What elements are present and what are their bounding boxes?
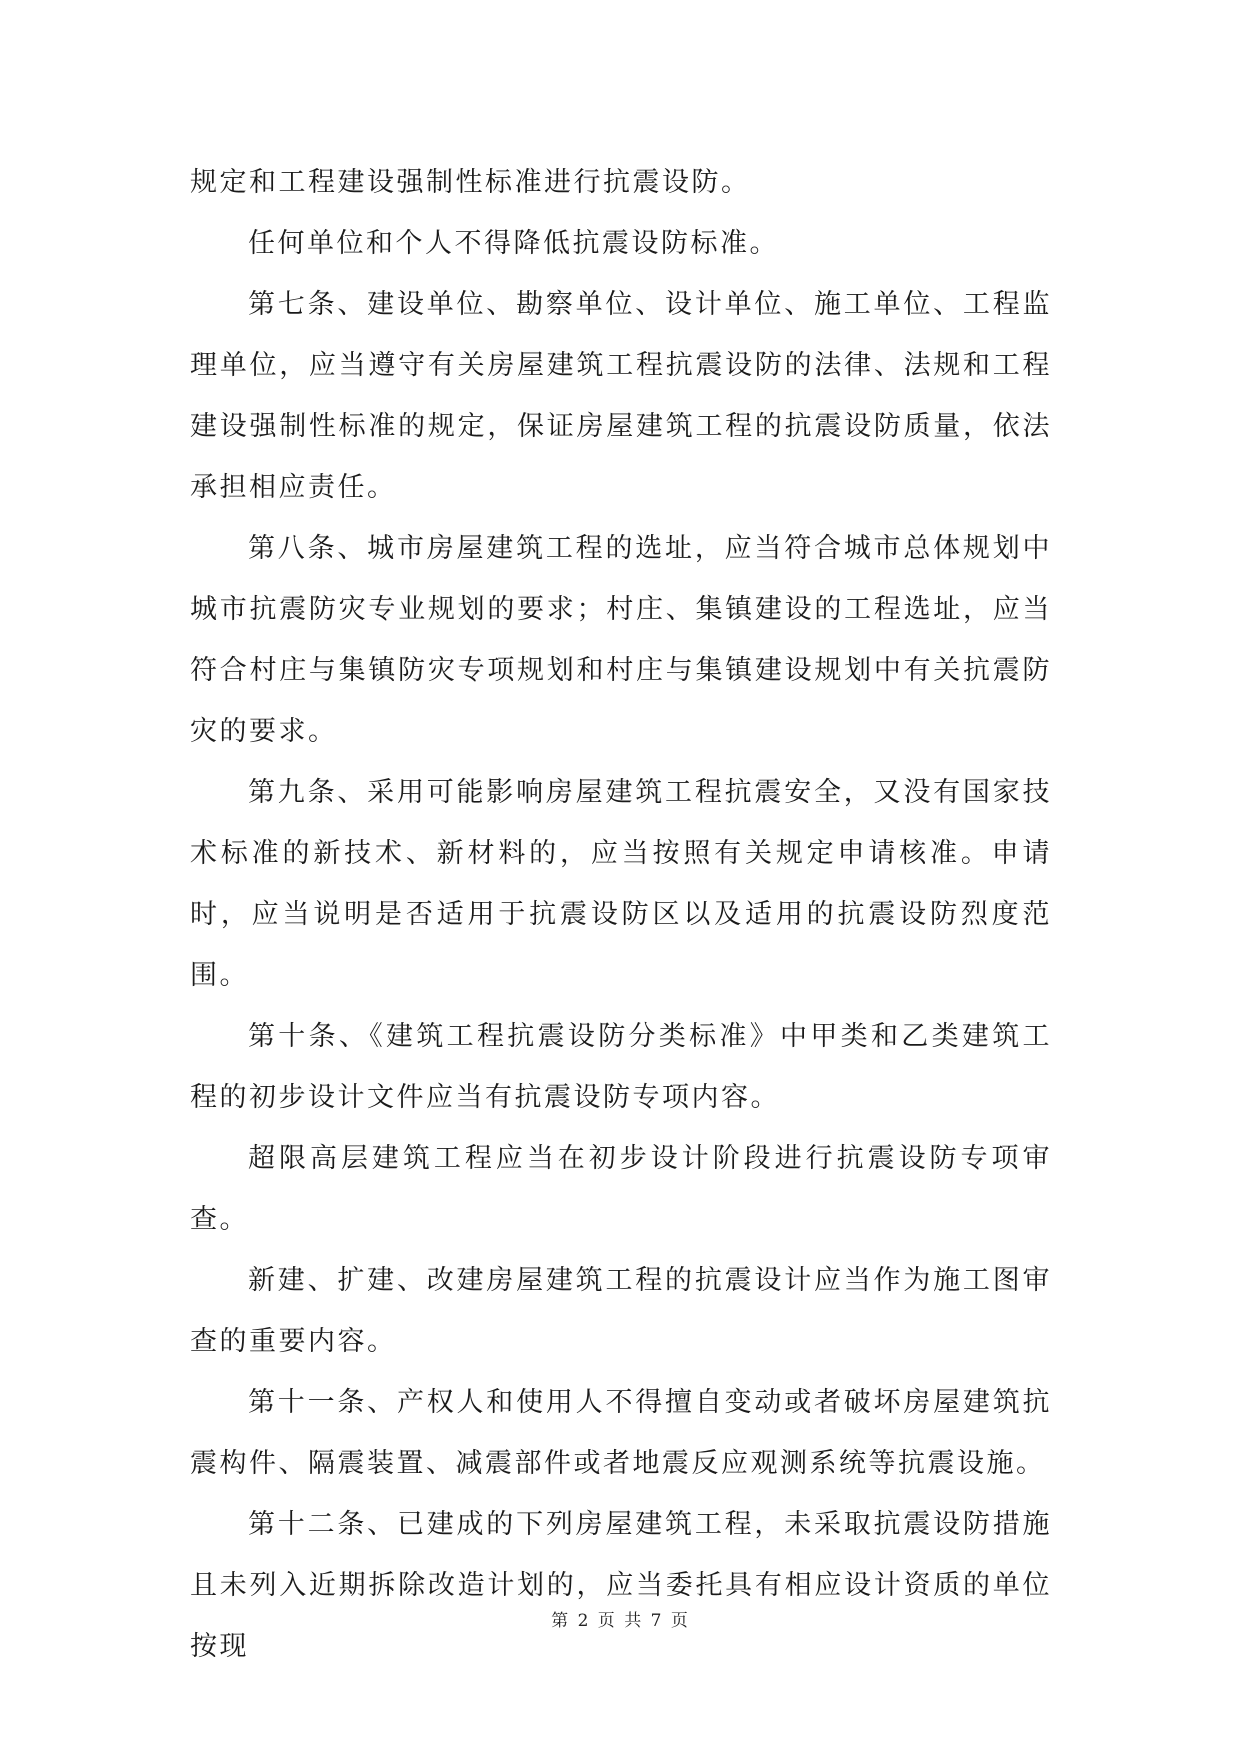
paragraph-article-9: 第九条、采用可能影响房屋建筑工程抗震安全，又没有国家技术标准的新技术、新材料的，应当按照有关规定申请核准。申请时，应当说明是否适用于抗震设防区以及适用的抗震设防烈度范围。 [190,777,1052,991]
paragraph-article-12: 第十二条、已建成的下列房屋建筑工程，未采取抗震设防措施且未列入近期拆除改造计划的，应当委托具有相应设计资质的单位按现 [190,1509,1052,1662]
page-number-footer: 第 2 页 共 7 页 [551,1611,690,1631]
document-body [190,152,1052,1677]
paragraph-article-7: 第七条、建设单位、勘察单位、设计单位、施工单位、工程监理单位，应当遵守有关房屋建筑工程抗震设防的法律、法规和工程建设强制性标准的规定，保证房屋建筑工程的抗震设防质量，依法承担相应责任。 [190,289,1052,503]
paragraph-article-8: 第八条、城市房屋建筑工程的选址，应当符合城市总体规划中城市抗震防灾专业规划的要求；村庄、集镇建设的工程选址，应当符合村庄与集镇防灾专项规划和村庄与集镇建设规划中有关抗震防灾的要求。 [190,533,1052,747]
paragraph-continuation: 规定和工程建设强制性标准进行抗震设防。 [190,167,751,198]
paragraph-construction-review: 新建、扩建、改建房屋建筑工程的抗震设计应当作为施工图审查的重要内容。 [190,1265,1052,1357]
paragraph-standard-requirement: 任何单位和个人不得降低抗震设防标准。 [248,228,779,259]
paragraph-article-10: 第十条、《建筑工程抗震设防分类标准》中甲类和乙类建筑工程的初步设计文件应当有抗震设防专项内容。 [190,1021,1052,1113]
paragraph-high-rise-review: 超限高层建筑工程应当在初步设计阶段进行抗震设防专项审查。 [190,1143,1052,1235]
paragraph-article-11: 第十一条、产权人和使用人不得擅自变动或者破坏房屋建筑抗震构件、隔震装置、减震部件或者地震反应观测系统等抗震设施。 [190,1387,1052,1479]
